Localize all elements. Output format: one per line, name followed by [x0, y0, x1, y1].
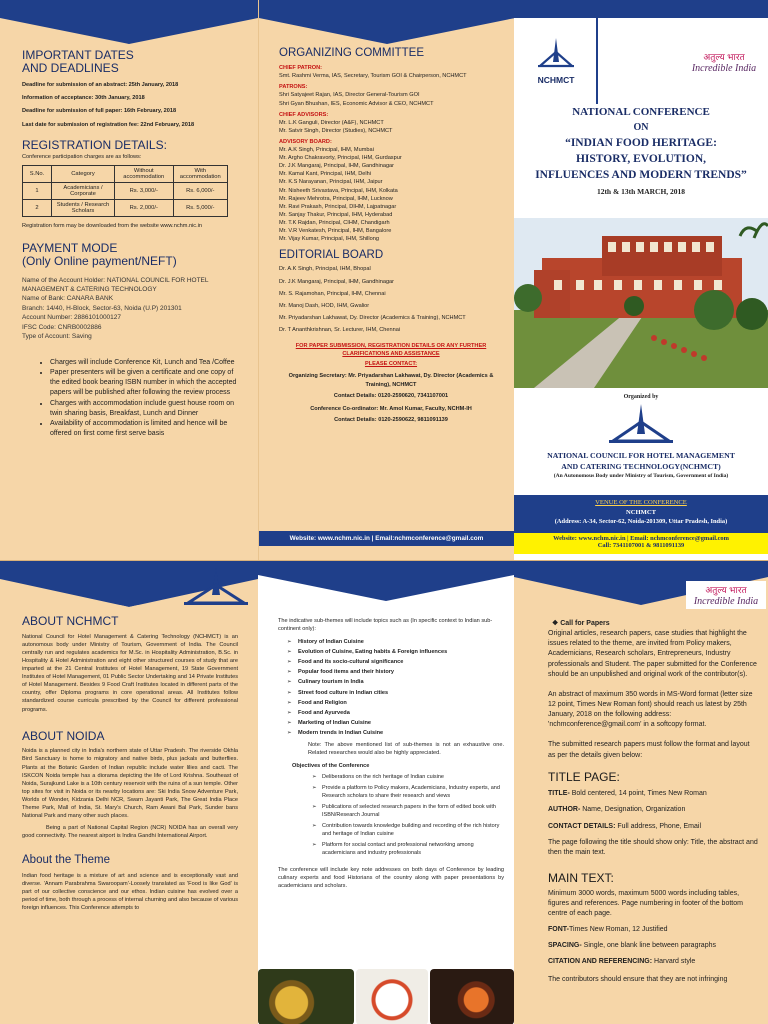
committee-member: Mr. Rajeev Mehrotra, Principal, IHM, Lucknow: [279, 195, 393, 202]
table-cell: Students / Research Scholars: [52, 200, 115, 217]
call-for-papers-text: Original articles, research papers, case studies that highlight the issues related to the theme, are invited from Policy makers, Academicians, Research scholars, Entrepreneurs, Industry professionals and Student. The paper submitted for the Conference should be an unpublished and original work of the contributor(s).: [548, 630, 757, 678]
editorial-member: Mr. Priyadarshan Lakhawat, Dy. Director (Academics & Training), NCHMCT: [279, 314, 466, 321]
committee-member: Mr. Ravi Prakash, Principal, DIHM, Lajpatnagar: [279, 203, 397, 210]
about-nchmct-heading: ABOUT NCHMCT: [22, 614, 119, 628]
contact-please: PLEASE CONTACT:: [364, 361, 418, 368]
title-line: [548, 789, 758, 799]
main-line-value: Times New Roman, 12 Justified: [569, 926, 668, 933]
theme-heading: About the Theme: [22, 854, 111, 867]
food-photo-2: [356, 969, 428, 1024]
incredible-india-logo: [686, 581, 766, 609]
panel-papers: [514, 560, 768, 1024]
main-text-body: Minimum 3000 words, maximum 5000 words including tables, figures and references. Page numbering in footer of the bottom centre of each page.: [548, 889, 743, 917]
nchmct-emblem-icon: [184, 567, 248, 607]
table-header-row: [23, 166, 228, 183]
main-line: [548, 925, 758, 935]
dates-heading-1: IMPORTANT DATES: [22, 48, 134, 62]
committee-member: Mr. Satvir Singh, Director (Studies), NCHMCT: [279, 127, 393, 134]
table-cell: Rs. 2,000/-: [115, 200, 174, 217]
conference-dates: 12th & 13th MARCH, 2018: [596, 187, 686, 196]
contact-notice: FOR PAPER SUBMISSION, REGISTRATION DETAILS OR ANY FURTHER CLARIFICATIONS AND ASSISTANCE: [295, 343, 487, 358]
conference-title-4: HISTORY, EVOLUTION,: [575, 153, 707, 165]
list-item: ➢ Evolution of Cuisine, Eating habits & Foreign influences: [298, 647, 504, 657]
subthemes-intro: The indicative sub-themes will include topics such as (In specific context to Indian sub-continent only):: [278, 618, 493, 633]
bank-line: Type of Account: Saving: [22, 333, 92, 341]
table-cell: Rs. 6,000/-: [173, 183, 228, 200]
committee-member: Mr. T.K Rajdan, Principal, CIHM, Chandigarh: [279, 220, 390, 227]
list-item: • Paper presenters will be given a certificate and one copy of the edited book bearing ISBN number in which the accepted papers will be published after following the review process: [50, 368, 242, 397]
committee-group-title: CHIEF ADVISORS:: [279, 111, 329, 118]
incredible-india-logo: [684, 50, 764, 74]
bank-line: Name of Bank: CANARA BANK: [22, 295, 114, 303]
registration-heading: REGISTRATION DETAILS:: [22, 137, 167, 152]
date-item: Deadline for submission of full paper: 16th February, 2018: [22, 108, 177, 115]
venue-label: VENUE OF THE CONFERENCE: [595, 499, 687, 506]
registration-download: Registration form may be downloaded from the website www.nchm.nic.in: [22, 223, 203, 230]
bank-details: [22, 276, 242, 342]
about-noida-heading: ABOUT NOIDA: [22, 728, 105, 743]
theme-text: Indian food heritage is a mixture of art and science and is exceptionally vast and diverse. 'Annam Parabrahma Swaroopam'-Loosely translated as 'Food is like God' is part of our collective conscience and our ethos. Indian cuisine has evolved over a period of time, both through a process of internal churning and also because of various foreign influences. This Conference attempts to: [22, 872, 238, 911]
committee-group-title: CHIEF PATRON:: [279, 65, 322, 72]
list-item: • Charges with accommodation include guest house room on twin sharing basis, Breakfast, Lunch and Dinner: [50, 399, 242, 419]
committee-member: Mr. Vijay Kumar, Principal, IHM, Shillong: [279, 236, 379, 243]
format-text: The submitted research papers must follow the format and layout as per the details given below:: [548, 741, 750, 759]
main-line: [548, 941, 758, 951]
bank-line: Name of the Account Holder: NATIONAL COUNCIL FOR HOTEL MANAGEMENT & CATERING TECHNOLOGY: [22, 276, 209, 294]
editorial-member: Dr. A.K Singh, Principal, IHM, Bhopal: [279, 266, 371, 273]
venue-name: NCHMCT: [625, 509, 657, 516]
list-item: ➢ Modern trends in Indian Cuisine: [298, 728, 504, 738]
table-header: S.No.: [23, 166, 52, 183]
conference-title-5: INFLUENCES AND MODERN TRENDS”: [535, 169, 747, 181]
list-item: ➢ Contribution towards knowledge building and recording of the rich history and heritage of Indian cuisine: [322, 822, 504, 839]
organized-by: Organized by: [623, 394, 659, 400]
main-line-value: Harvard style: [652, 958, 696, 966]
payment-bullets: [22, 358, 242, 439]
about-nchmct-text: National Council for Hotel Management & Catering Technology (NCHMCT) is an autonomous body under Ministry of Tourism, Government of India. The Council centrally run and regulates academics for M.Sc. in Hospitality Administration, B.Sc. in Hospitality & Hotel Administration and eight other structured courses of study that are imparted at the 21 Central Institutes of Hotel Management, 19 State Government Institutes of Hotel Management, 01 Public Sector Undertaking and 14 Private Institutes of Hotel Management. Besides 9 Food Craft Institutes located in different parts of the country, offer Diploma programs in core operational areas. All Institutes follow standardized course curricula prescribed by the Council for different professional programs.: [22, 633, 238, 713]
date-item: Last date for submission of registration fee: 22nd February, 2018: [22, 121, 195, 128]
bank-line: Branch: 14/40, H-Block, Sector-63, Noida (U.P) 201301: [22, 304, 182, 312]
venue-address: (Address: A-34, Sector-62, Noida-201309, Uttar Pradesh, India): [554, 518, 728, 525]
title-line-value: Full address, Phone, Email: [615, 822, 702, 830]
table-cell: Rs. 5,000/-: [173, 200, 228, 217]
title-line: [548, 805, 758, 815]
subthemes-note: Note: The above mentioned list of sub-themes is not an exhaustive one. Related researches would also be highly appreciated.: [308, 741, 504, 756]
bank-line: Account Number: 2886101000127: [22, 314, 122, 322]
title-line-value: Name, Designation, Organization: [580, 806, 686, 814]
organizer-name-2: AND CATERING TECHNOLOGY(NCHMCT): [561, 462, 721, 471]
table-cell: 2: [23, 200, 52, 217]
contact-coordinator: Conference Co-ordinator: Mr. Amol Kumar, Faculty, NCHM-IH: [310, 405, 472, 412]
list-item: ➢ Culinary tourism in India: [298, 677, 504, 687]
main-line: [548, 957, 758, 967]
nchmct-logo-text: NCHMCT: [537, 75, 575, 85]
table-row: [23, 183, 228, 200]
dates-heading-2: AND DEADLINES: [22, 60, 119, 75]
committee-member: Mr. Kamal Kant, Principal, IHM, Delhi: [279, 171, 372, 178]
panel-committee: [258, 0, 514, 560]
date-item: Information of acceptance: 30th January, 2018: [22, 95, 145, 102]
committee-heading: ORGANIZING COMMITTEE: [279, 47, 425, 59]
committee-member: Mr. Nisheeth Srivastava, Principal, IHM, Kolkata: [279, 187, 398, 194]
table-header: Without accommodation: [115, 166, 174, 183]
editorial-member: Dr. T Ananthkrishnan, Sr. Lecturer, IHM, Chennai: [279, 326, 401, 333]
committee-group-title: ADVISORY BOARD:: [279, 138, 332, 145]
editorial-member: Dr. J.K Mangaraj, Principal, IHM, Gandhinagar: [279, 278, 395, 285]
bank-line: IFSC Code: CNRB0002886: [22, 323, 102, 331]
payment-heading-2: (Only Online payment/NEFT): [22, 254, 177, 269]
tourism-hindi: अतुल्य भारत: [705, 585, 747, 595]
contact-secretary: Organizing Secretary: Mr. Priyadarshan Lakhawat, Dy. Director (Academics & Training), NCHMCT: [288, 373, 494, 388]
nchmct-emblem-large-icon: [609, 404, 673, 444]
call-for-papers-label: Call for Papers: [560, 620, 610, 627]
abstract-text: An abstract of maximum 350 words in MS-Word format (letter size 12 point, Times New Roman font) should reach us latest by 25th January, 2018 on the following address: 'nchmconference@gmail.com' in a softcopy format.: [548, 690, 753, 729]
registration-table: [22, 165, 228, 217]
cover-call: Call: 7341107001 & 9811091139: [597, 542, 685, 549]
organizer-name-1: NATIONAL COUNCIL FOR HOTEL MANAGEMENT: [547, 451, 735, 460]
nchmct-logo: [528, 38, 584, 85]
cover-web[interactable]: Website: www.nchm.nic.in | Email: nchmconference@gmail.com: [553, 535, 729, 542]
committee-member: Mr. Sanjay Thakur, Principal, IHM, Hyderabad: [279, 211, 393, 218]
diamond-icon: ❖: [552, 620, 561, 627]
committee-member: Shri Satyajeet Rajan, IAS, Director General-Tourism GOI: [279, 92, 420, 99]
editorial-heading: EDITORIAL BOARD: [279, 249, 384, 262]
main-line-label: FONT-: [548, 926, 569, 933]
title-line-label: TITLE-: [548, 790, 570, 798]
objectives-title: Objectives of the Conference: [292, 763, 370, 770]
committee-member: Mr. L.K Ganguli, Director (A&F), NCHMCT: [279, 119, 384, 126]
committee-member: Smt. Rashmi Verma, IAS, Secretary, Tourism GOI & Chairperson, NCHMCT: [279, 73, 467, 80]
list-item: ➢ Deliberations on the rich heritage of Indian cuisine: [322, 773, 504, 782]
main-line-value: Single, one blank line between paragraphs: [581, 942, 716, 950]
list-item: ➢ Popular food items and their history: [298, 667, 504, 677]
title-line-label: AUTHOR-: [548, 806, 581, 814]
list-item: • Charges will include Conference Kit, Lunch and Tea /Coffee: [50, 358, 242, 368]
committee-group-title: PATRONS:: [279, 84, 308, 91]
editorial-member: Mr. Manoj Dash, HOD, IHM, Gwalior: [279, 302, 370, 309]
table-header: With accommodation: [173, 166, 228, 183]
list-item: ➢ Publications of selected research papers in the form of edited book with ISBN/Research Journal: [322, 803, 504, 820]
top-band: [259, 0, 514, 44]
panel-about: [0, 560, 258, 1024]
tourism-logo: Incredible India: [691, 63, 757, 74]
conference-title-2: ON: [633, 122, 649, 133]
panel-subthemes: [258, 560, 514, 1024]
band-chevron: [0, 0, 258, 44]
contact-coordinator-numbers: Contact Details: 0120-2590622, 9811091139: [334, 416, 448, 423]
date-item: Deadline for submission of an abstract: 25th January, 2018: [22, 82, 179, 89]
band-chevron: [259, 0, 514, 44]
title-line-value: Bold centered, 14 point, Times New Roman: [569, 790, 707, 798]
campus-building-image: [514, 218, 768, 388]
committee-member: Dr. J.K Mangaraj, Principal, IHM, Gandhinagar: [279, 163, 395, 170]
conference-title-3: “INDIAN FOOD HERITAGE:: [565, 137, 717, 149]
list-item: ➢ Food and Religion: [298, 698, 504, 708]
title-page-heading: TITLE PAGE:: [548, 769, 620, 784]
panel-cover: [514, 0, 768, 560]
subthemes-closing: The conference will include key note addresses on both days of Conference by leading culinary experts and food Historians of the country along with paper presentations by academicians and scholars.: [278, 866, 504, 890]
top-band: [258, 561, 514, 601]
committee-member: Shri Gyan Bhushan, IES, Economic Advisor & CEO, NCHMCT: [279, 100, 434, 107]
table-header: Category: [52, 166, 115, 183]
list-item: • Availability of accommodation is limited and hence will be offered on first come first serve basis: [50, 419, 242, 439]
tourism-logo: Incredible India: [693, 596, 759, 607]
table-cell: Academicians / Corporate: [52, 183, 115, 200]
table-cell: 1: [23, 183, 52, 200]
website-bar[interactable]: Website: www.nchm.nic.in | Email:nchmconference@gmail.com: [259, 531, 514, 546]
objectives-list: [278, 773, 504, 858]
list-item: ➢ Provide a platform to Policy makers, Academicians, Industry experts, and Research scholars to share their research and views: [322, 784, 504, 801]
conference-title-1: NATIONAL CONFERENCE: [572, 106, 710, 118]
subthemes-list: [278, 637, 504, 738]
panel-dates-registration: [0, 0, 258, 560]
main-text-heading: MAIN TEXT:: [548, 870, 614, 885]
list-item: ➢ Food and its socio-cultural significance: [298, 657, 504, 667]
title-line: [548, 822, 758, 832]
call-for-papers-title: [552, 619, 758, 629]
food-photo-1: [258, 969, 354, 1024]
nchmct-emblem-icon: [538, 38, 574, 68]
title-line-label: CONTACT DETAILS:: [548, 822, 616, 830]
about-noida-text: Noida is a planned city in India's northern state of Uttar Pradesh. The riverside Okhla Bird Sanctuary is home to migratory and native birds, plus jackals and butterflies. Plants at the Botanic Garden of Indian republic include water lilies and cacti. The ISKCON Noida temple has a diorama depicting the life of Lord Krishna. Southeast of Noida, Surajkund Lake is a 10th century reservoir with the ruins of a sun temple. Other top sites for visit in Noida or its nearby locations are: Ski India Snow Adventure Park, Worlds of Wonder, Kidzania Delhi NCR, Swarn Jayanti Park, The Great India Place Theme Park, Mall of India, St. Mary's Church, Ram Awani Bal Park, Sunder bans National Park and many other such places.: [22, 748, 238, 820]
dates-list: [22, 81, 242, 128]
committee-member: Mr. Argho Chakravorty, Principal, IHM, Gurdaspur: [279, 155, 402, 162]
top-band: [0, 0, 258, 44]
title-follow-text: The page following the title should show only: Title, the abstract and then the main text.: [548, 838, 758, 856]
main-line-label: SPACING-: [548, 942, 582, 950]
about-noida-text-2: Being a part of National Capital Region (NCR) NOIDA has an overall very good connectivity. The nearest airport is Indira Gandhi International Airport.: [22, 825, 238, 840]
list-item: ➢ History of Indian Cuisine: [298, 637, 504, 647]
table-row: [23, 200, 228, 217]
committee-member: Mr. K.S Narayanan, Principal, IHM, Jaipur: [279, 179, 383, 186]
payment-heading-1: PAYMENT MODE: [22, 241, 118, 256]
list-item: ➢ Marketing of Indian Cuisine: [298, 718, 504, 728]
organizer-subtitle: (An Autonomous Body under Ministry of Tourism, Government of India): [553, 473, 729, 479]
list-item: ➢ Food and Ayurveda: [298, 708, 504, 718]
list-item: ➢ Platform for social contact and professional networking among academicians and industry professionals: [322, 841, 504, 858]
editorial-member: Mr. S. Rajamohan, Principal, IHM, Chennai: [279, 290, 386, 297]
food-photo-3: [430, 969, 514, 1024]
list-item: ➢ Street food culture in Indian cities: [298, 688, 504, 698]
main-line-label: CITATION AND REFERENCING:: [548, 958, 653, 966]
registration-note: Conference participation charges are as follows:: [22, 154, 142, 161]
table-cell: Rs. 3,000/-: [115, 183, 174, 200]
contact-secretary-numbers: Contact Details: 0120-2590620, 7341107001: [333, 392, 449, 399]
last-line: The contributors should ensure that they are not infringing: [548, 976, 728, 984]
committee-member: Mr. A.K Singh, Principal, IHM, Mumbai: [279, 147, 374, 154]
tourism-hindi: अतुल्य भारत: [703, 52, 745, 62]
committee-member: Mr. V.R Venkatesh, Principal, IHM, Bangalore: [279, 228, 392, 235]
